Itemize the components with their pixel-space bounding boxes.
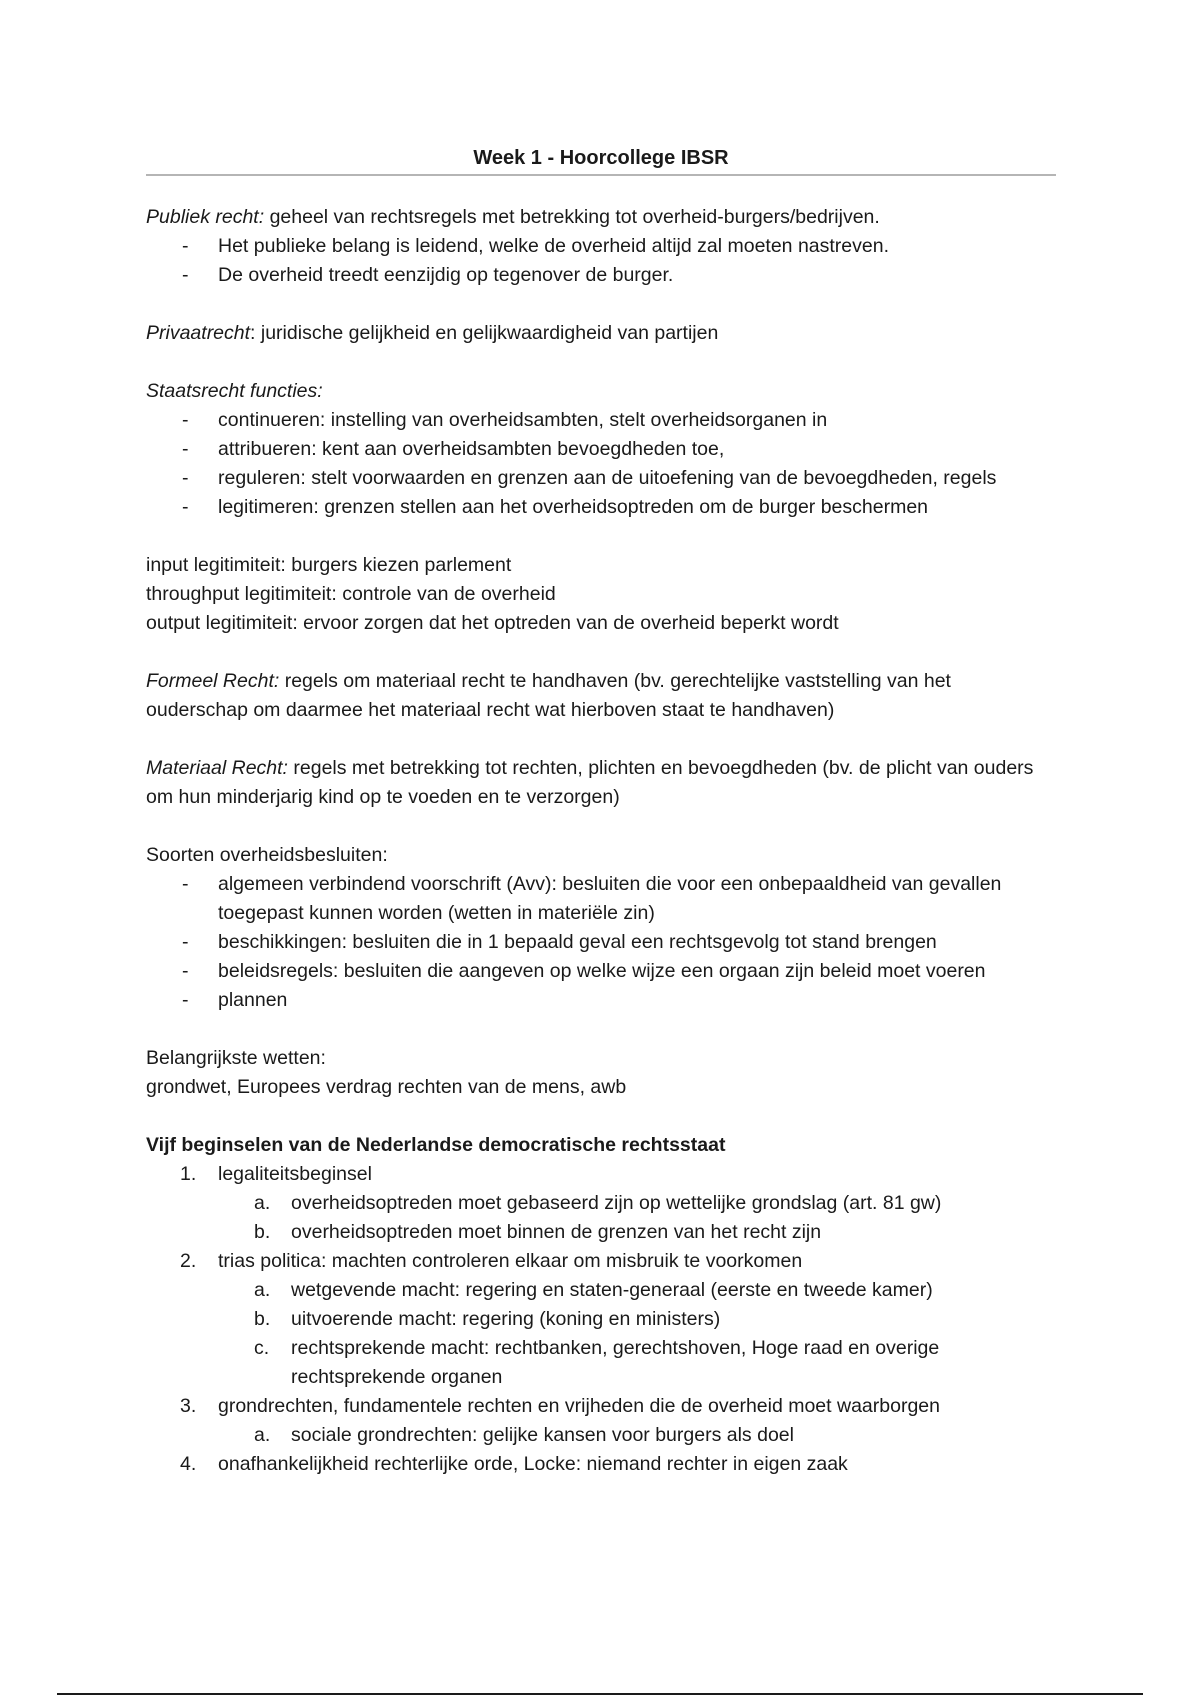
numbered-item-text: onafhankelijkheid rechterlijke orde, Locke: niemand rechter in eigen zaak (218, 1453, 848, 1475)
bullet-marker: - (182, 264, 189, 286)
bullet-marker: - (182, 409, 189, 431)
list-item-text: attribueren: kent aan overheidsambten bevoegdheden toe, (218, 438, 725, 460)
materiaal-recht-text: regels met betrekking tot rechten, plichten en bevoegdheden (bv. de plicht van ouders om hun minderjarig kind op te voeden en te verzorgen) (146, 757, 1034, 808)
list-item (146, 406, 1056, 435)
list-item (146, 493, 1056, 522)
sub-item-text: rechtsprekende macht: rechtbanken, gerechtshoven, Hoge raad en overige rechtsprekende organen (291, 1337, 940, 1388)
letter-marker: a. (254, 1424, 271, 1446)
list-item-text: algemeen verbindend voorschrift (Avv): besluiten die voor een onbepaaldheid van gevallen toegepast kunnen worden (wetten in materiële zin) (218, 873, 1002, 924)
list-item (146, 957, 1056, 986)
list-item-text: beschikkingen: besluiten die in 1 bepaald geval een rechtsgevolg tot stand brengen (218, 931, 937, 953)
sub-item (146, 1421, 1056, 1450)
bullet-marker: - (182, 496, 189, 518)
sub-item-text: overheidsoptreden moet gebaseerd zijn op wettelijke grondslag (art. 81 gw) (291, 1192, 942, 1214)
numbered-item (146, 1247, 1056, 1276)
sub-item-text: uitvoerende macht: regering (koning en ministers) (291, 1308, 721, 1330)
list-item (146, 232, 1056, 261)
bullet-marker: - (182, 960, 189, 982)
list-item-text: plannen (218, 989, 288, 1011)
list-item (146, 435, 1056, 464)
list-item (146, 261, 1056, 290)
letter-marker: a. (254, 1279, 271, 1301)
sub-item (146, 1334, 1056, 1392)
number-marker: 1. (180, 1163, 197, 1185)
legitimiteit-line: input legitimiteit: burgers kiezen parlement (146, 554, 512, 576)
besluiten-heading: Soorten overheidsbesluiten: (146, 844, 388, 866)
sub-item (146, 1276, 1056, 1305)
formeel-recht-text: regels om materiaal recht te handhaven (bv. gerechtelijke vaststelling van het ouderschap om daarmee het materiaal recht wat hierboven staat te handhaven) (146, 670, 951, 721)
legitimiteit-line: throughput legitimiteit: controle van de overheid (146, 583, 556, 605)
list-item-text: reguleren: stelt voorwaarden en grenzen aan de uitoefening van de bevoegdheden, regels (218, 467, 997, 489)
list-item-text: De overheid treedt eenzijdig op tegenover de burger. (218, 264, 674, 286)
materiaal-recht-definition (146, 754, 1056, 812)
sub-item-text: overheidsoptreden moet binnen de grenzen van het recht zijn (291, 1221, 822, 1243)
letter-marker: b. (254, 1221, 271, 1243)
list-item-text: beleidsregels: besluiten die aangeven op welke wijze een orgaan zijn beleid moet voeren (218, 960, 986, 982)
numbered-item-text: legaliteitsbeginsel (218, 1163, 372, 1185)
sub-item (146, 1218, 1056, 1247)
term-publiek-recht: Publiek recht: (146, 206, 265, 228)
number-marker: 4. (180, 1453, 197, 1475)
publiek-recht-definition (146, 203, 1056, 232)
sub-item-text: sociale grondrechten: gelijke kansen voor burgers als doel (291, 1424, 794, 1446)
beginselen-heading: Vijf beginselen van de Nederlandse democratische rechtsstaat (146, 1134, 726, 1156)
document-body (146, 203, 1056, 1479)
page-title: Week 1 - Hoorcollege IBSR (473, 147, 729, 169)
list-item-text: Het publieke belang is leidend, welke de overheid altijd zal moeten nastreven. (218, 235, 889, 257)
sub-item-text: wetgevende macht: regering en staten-generaal (eerste en tweede kamer) (291, 1279, 933, 1301)
term-formeel-recht: Formeel Recht: (146, 670, 280, 692)
wetten-heading: Belangrijkste wetten: (146, 1047, 326, 1069)
numbered-item-text: trias politica: machten controleren elkaar om misbruik te voorkomen (218, 1250, 803, 1272)
term-privaatrecht: Privaatrecht (146, 322, 251, 344)
letter-marker: b. (254, 1308, 271, 1330)
footer-divider (57, 1693, 1143, 1695)
numbered-item (146, 1392, 1056, 1421)
title-divider (146, 174, 1056, 176)
list-item (146, 464, 1056, 493)
wetten-text: grondwet, Europees verdrag rechten van de mens, awb (146, 1076, 627, 1098)
term-staatsrecht: Staatsrecht functies: (146, 380, 323, 402)
list-item (146, 986, 1056, 1015)
bullet-marker: - (182, 235, 189, 257)
list-item-text: legitimeren: grenzen stellen aan het overheidsoptreden om de burger beschermen (218, 496, 929, 518)
sub-item (146, 1305, 1056, 1334)
staatsrecht-heading (146, 377, 1056, 406)
letter-marker: a. (254, 1192, 271, 1214)
bullet-marker: - (182, 467, 189, 489)
bullet-marker: - (182, 873, 189, 895)
bullet-marker: - (182, 989, 189, 1011)
list-item (146, 870, 1056, 928)
numbered-item (146, 1160, 1056, 1189)
privaatrecht-definition (146, 319, 1056, 348)
publiek-recht-text: geheel van rechtsregels met betrekking tot overheid-burgers/bedrijven. (264, 206, 880, 228)
legitimiteit-line: output legitimiteit: ervoor zorgen dat het optreden van de overheid beperkt wordt (146, 612, 839, 634)
privaatrecht-text: : juridische gelijkheid en gelijkwaardigheid van partijen (250, 322, 719, 344)
sub-item (146, 1189, 1056, 1218)
bullet-marker: - (182, 931, 189, 953)
number-marker: 2. (180, 1250, 197, 1272)
numbered-item (146, 1450, 1056, 1479)
number-marker: 3. (180, 1395, 197, 1417)
list-item-text: continueren: instelling van overheidsambten, stelt overheidsorganen in (218, 409, 828, 431)
list-item (146, 928, 1056, 957)
letter-marker: c. (254, 1337, 270, 1359)
bullet-marker: - (182, 438, 189, 460)
term-materiaal-recht: Materiaal Recht: (146, 757, 288, 779)
formeel-recht-definition (146, 667, 1056, 725)
numbered-item-text: grondrechten, fundamentele rechten en vrijheden die de overheid moet waarborgen (218, 1395, 940, 1417)
